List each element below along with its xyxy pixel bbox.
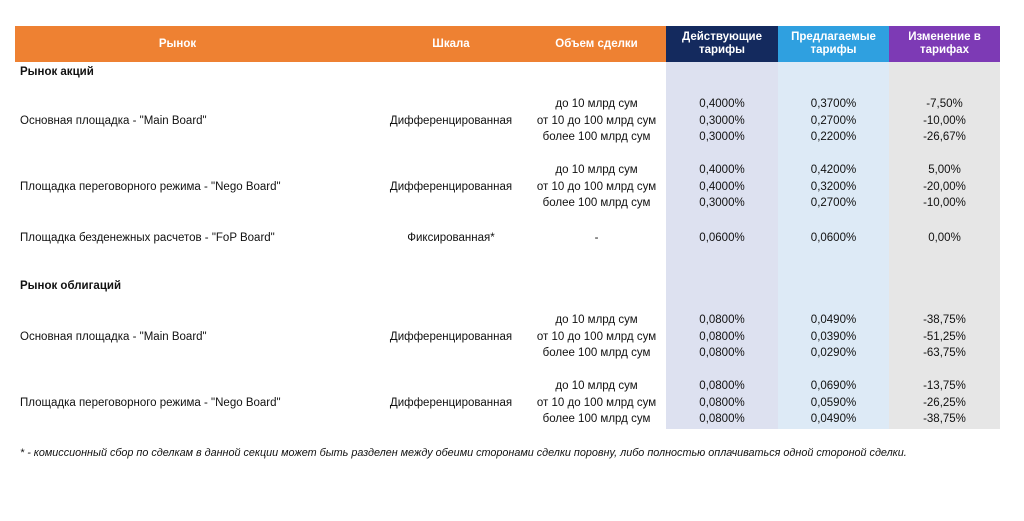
header-current-tariffs: Действующие тарифы — [666, 26, 778, 62]
row-name: Основная площадка - "Main Board" — [20, 330, 207, 343]
footnote: * - комиссионный сбор по сделкам в данной секции может быть разделен между обеими сторонами сделки поровну, либо полностью оплачиваться одной стороной сделки. — [20, 447, 907, 459]
row-volumes: до 10 млрд сум от 10 до 100 млрд сум более 100 млрд сум — [536, 164, 657, 210]
row-name: Площадка безденежных расчетов - "FoP Board" — [20, 231, 275, 244]
row-change: 5,00% -20,00% -10,00% — [923, 164, 966, 210]
row-current: 0,0800% 0,0800% 0,0800% — [699, 380, 745, 426]
row-scale: Дифференцированная — [389, 330, 513, 343]
row-change: -13,75% -26,25% -38,75% — [923, 380, 966, 426]
row-current: 0,0800% 0,0800% 0,0800% — [699, 314, 745, 360]
row-scale: Дифференцированная — [389, 114, 513, 127]
row-proposed: 0,0490% 0,0390% 0,0290% — [810, 314, 857, 360]
header-volume: Объем сделки — [555, 37, 638, 50]
section-title-shares: Рынок акций — [20, 66, 94, 78]
section-title-bonds: Рынок облигаций — [20, 280, 122, 292]
row-change: -7,50% -10,00% -26,67% — [923, 98, 966, 144]
row-volumes: до 10 млрд сум от 10 до 100 млрд сум более 100 млрд сум — [536, 314, 657, 360]
row-proposed: 0,3700% 0,2700% 0,2200% — [810, 98, 857, 144]
header-scale: Шкала — [432, 37, 470, 50]
row-change: 0,00% — [928, 231, 961, 244]
row-scale: Фиксированная* — [407, 231, 495, 244]
table-row — [0, 161, 1024, 213]
table-row — [0, 95, 1024, 147]
row-current: 0,0600% — [699, 231, 745, 244]
row-change: -38,75% -51,25% -63,75% — [923, 314, 966, 360]
row-name: Основная площадка - "Main Board" — [20, 114, 207, 127]
table-row — [0, 377, 1024, 429]
row-volumes: - — [594, 231, 599, 244]
row-volumes: до 10 млрд сум от 10 до 100 млрд сум более 100 млрд сум — [536, 98, 657, 144]
row-scale: Дифференцированная — [389, 396, 513, 409]
row-proposed: 0,4200% 0,3200% 0,2700% — [810, 164, 857, 210]
table-row — [0, 229, 1024, 247]
row-name: Площадка переговорного режима - "Nego Board" — [20, 396, 281, 409]
row-scale: Дифференцированная — [389, 180, 513, 193]
row-name: Площадка переговорного режима - "Nego Board" — [20, 180, 281, 193]
header-change: Изменение в тарифах — [889, 26, 1000, 62]
header-proposed-tariffs: Предлагаемые тарифы — [778, 26, 889, 62]
row-current: 0,4000% 0,4000% 0,3000% — [699, 164, 745, 210]
row-volumes: до 10 млрд сум от 10 до 100 млрд сум более 100 млрд сум — [536, 380, 657, 426]
table-row — [0, 311, 1024, 363]
row-current: 0,4000% 0,3000% 0,3000% — [699, 98, 745, 144]
header-market: Рынок — [158, 37, 197, 50]
row-proposed: 0,0600% — [810, 231, 857, 244]
row-proposed: 0,0690% 0,0590% 0,0490% — [810, 380, 857, 426]
